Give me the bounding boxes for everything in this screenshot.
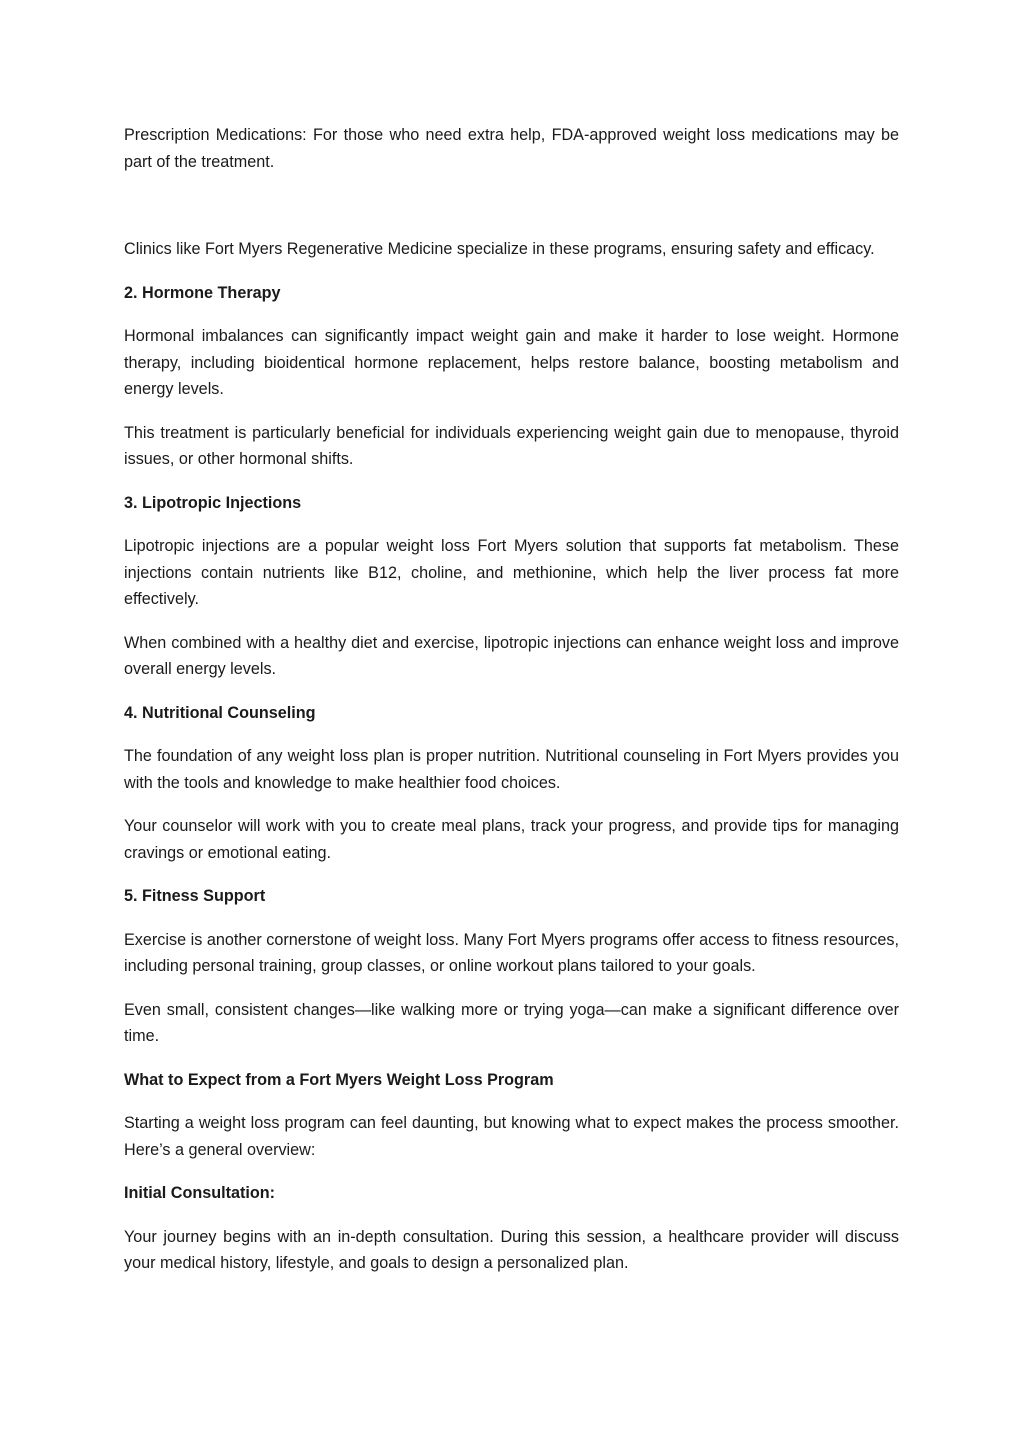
paragraph-small-changes: Even small, consistent changes—like walking more or trying yoga—can make a significant difference over time. — [124, 1000, 899, 1045]
paragraph-clinics: Clinics like Fort Myers Regenerative Medicine specialize in these programs, ensuring safety and efficacy. — [124, 240, 875, 258]
paragraph-hormonal-imbalances: Hormonal imbalances can significantly impact weight gain and make it harder to lose weight. Hormone therapy, including bioidentical hormone replacement, helps restore balance, boosting metabolism and energy levels. — [124, 327, 899, 398]
heading-lipotropic-injections: 3. Lipotropic Injections — [124, 493, 302, 512]
heading-fitness-support: 5. Fitness Support — [124, 887, 266, 905]
paragraph-counselor: Your counselor will work with you to create meal plans, track your progress, and provide tips for managing cravings or emotional eating. — [124, 817, 899, 862]
paragraph-nutrition-foundation: The foundation of any weight loss plan is proper nutrition. Nutritional counseling in Fort Myers provides you with the tools and knowledge to make healthier food choices. — [124, 747, 899, 792]
paragraph-prescription-medications: Prescription Medications: For those who need extra help, FDA-approved weight loss medications may be part of the treatment. — [124, 126, 899, 171]
paragraph-lipotropic-popular: Lipotropic injections are a popular weight loss Fort Myers solution that supports fat metabolism. These injections contain nutrients like B12, choline, and methionine, which help the liver process fat more effectively. — [124, 537, 899, 608]
paragraph-journey-begins: Your journey begins with an in-depth consultation. During this session, a healthcare provider will discuss your medical history, lifestyle, and goals to design a personalized plan. — [124, 1227, 899, 1272]
paragraph-lipotropic-combined: When combined with a healthy diet and exercise, lipotropic injections can enhance weight loss and improve overall energy levels. — [124, 633, 899, 678]
paragraph-exercise: Exercise is another cornerstone of weight loss. Many Fort Myers programs offer access to fitness resources, including personal training, group classes, or online workout plans tailored to your goals. — [124, 930, 899, 975]
heading-nutritional-counseling: 4. Nutritional Counseling — [124, 703, 316, 722]
paragraph-starting-program: Starting a weight loss program can feel daunting, but knowing what to expect makes the process smoother. Here’s a general overview: — [124, 1114, 899, 1159]
heading-initial-consultation: Initial Consultation: — [124, 1184, 276, 1202]
paragraph-treatment-beneficial: This treatment is particularly beneficial for individuals experiencing weight gain due to menopause, thyroid issues, or other hormonal shifts. — [124, 423, 899, 468]
heading-hormone-therapy: 2. Hormone Therapy — [124, 283, 281, 302]
document-page — [124, 122, 899, 1277]
heading-what-to-expect: What to Expect from a Fort Myers Weight Loss Program — [124, 1070, 554, 1089]
